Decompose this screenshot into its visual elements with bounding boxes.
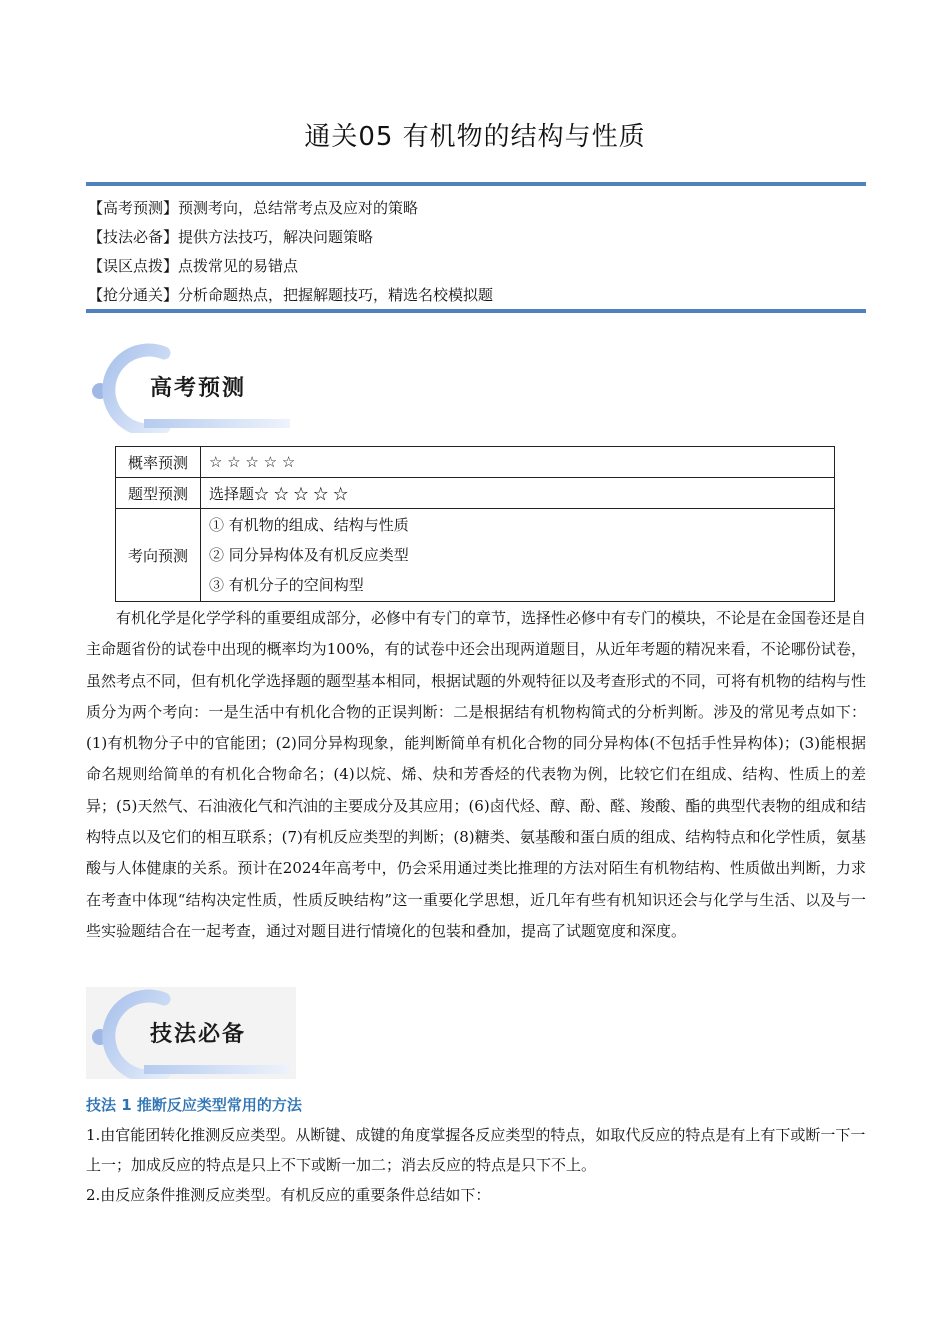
legend-item: 【抢分通关】分析命题热点，把握解题技巧，精选名校模拟题: [88, 286, 494, 304]
table-cell-label: 考向预测: [116, 509, 201, 602]
header-rule-bottom: [86, 309, 866, 313]
table-cell-value: ☆ ☆ ☆ ☆ ☆: [201, 447, 835, 478]
intro-paragraph: 有机化学是化学学科的重要组成部分，必修中有专门的章节，选择性必修中有专门的模块，不论是在金国卷还是自主命题省份的试卷中出现的概率均为100%，有的试卷中还会出现两道题目，从近年考题的精况来看，不论哪份试卷，虽然考点不同，但有机化学选择题的题型基本相同，根据试题的外观特征以及考查形式的不同，可将有机物的结构与性质分为两个考向：一是生活中有机化合物的正误判断：二是根据结有机物构简式的分析判断。涉及的常见考点如下：(1)有机物分子中的官能团；(2)同分异构现象，能判断简单有机化合物的同分异构体(不包括手性异构体)；(3)能根据命名规则给简单的有机化合物命名；(4)以烷、烯、炔和芳香烃的代表物为例，比较它们在组成、结构、性质上的差异；(5)天然气、石油液化气和汽油的主要成分及其应用；(6)卤代烃、醇、酚、醛、羧酸、酯的典型代表物的组成和结构特点以及它们的相互联系；(7)有机反应类型的判断；(8)糖类、氨基酸和蛋白质的组成、结构特点和化学性质，氨基酸与人体健康的关系。预计在2024年高考中，仍会采用通过类比推理的方法对陌生有机物结构、性质做出判断，力求在考查中体现“结构决定性质，性质反映结构”这一重要化学思想，近几年有些有机知识还会与化学与生活、以及与一些实验题结合在一起考查，通过对题目进行情境化的包装和叠加，提高了试题宽度和深度。: [86, 609, 867, 940]
page-title: 通关05 有机物的结构与性质: [304, 122, 646, 152]
table-row: [116, 509, 835, 602]
legend-item: 【误区点拨】点拨常见的易错点: [88, 257, 299, 275]
section-banner-techniques: [86, 987, 296, 1079]
legend-item: 【高考预测】预测考向，总结常考点及应对的策略: [88, 199, 419, 217]
section-title: 技法必备: [150, 1022, 247, 1047]
table-row: [116, 447, 835, 478]
section-title: 高考预测: [150, 376, 247, 401]
table-cell-value: 选择题☆ ☆ ☆ ☆ ☆: [201, 478, 835, 509]
legend-block: [88, 196, 493, 312]
table-row: [116, 478, 835, 509]
table-cell-label: 题型预测: [116, 478, 201, 509]
technique-heading: 技法 1 推断反应类型常用的方法: [86, 1096, 302, 1114]
direction-item: ③ 有机分子的空间构型: [209, 576, 364, 594]
section-banner-prediction: [86, 341, 296, 433]
prediction-table: [115, 446, 835, 602]
table-cell-directions: [201, 509, 835, 602]
direction-item: ② 同分异构体及有机反应类型: [209, 546, 409, 564]
legend-item: 【技法必备】提供方法技巧，解决问题策略: [88, 228, 374, 246]
table-cell-label: 概率预测: [116, 447, 201, 478]
technique-item: 1.由官能团转化推测反应类型。从断键、成键的角度掌握各反应类型的特点，如取代反应的特点是有上有下或断一下一上一；加成反应的特点是只上不下或断一加二；消去反应的特点是只下不上。: [86, 1126, 866, 1174]
technique-item: 2.由反应条件推测反应类型。有机反应的重要条件总结如下：: [86, 1186, 491, 1204]
header-rule-top: [86, 182, 866, 186]
direction-item: ① 有机物的组成、结构与性质: [209, 516, 409, 534]
